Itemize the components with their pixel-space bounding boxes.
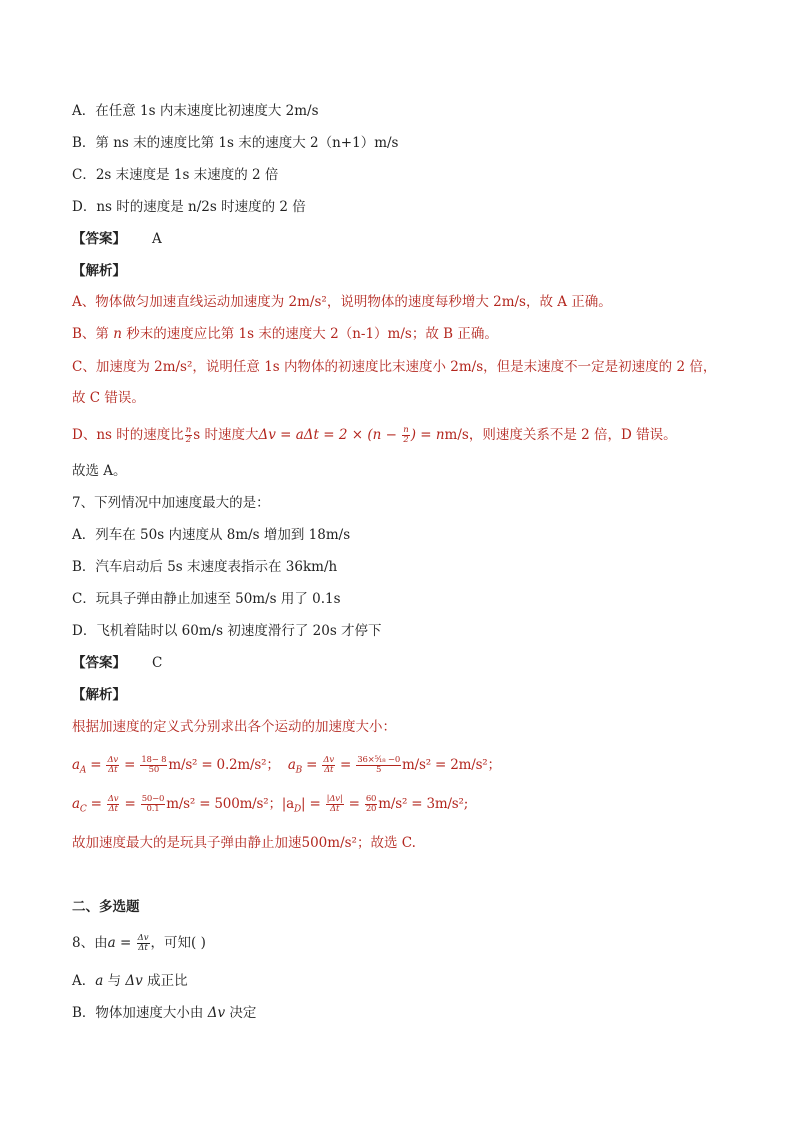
- fraction-d: $\frac{60}{20}$: [365, 794, 377, 814]
- q6-analysis-c2: 故 C 错误。: [72, 390, 145, 406]
- q6-answer-line: [72, 230, 162, 248]
- q6-option-c: C．2s 末速度是 1s 末速度的 2 倍: [72, 167, 279, 183]
- fraction-dv-dt: $\frac{\Delta v}{\Delta t}$: [137, 933, 149, 953]
- q6-analysis-tag: [72, 262, 126, 280]
- q7-analysis-intro: 根据加速度的定义式分别求出各个运动的加速度大小：: [72, 719, 396, 735]
- q7-stem: 7、下列情况中加速度最大的是：: [72, 495, 270, 511]
- analysis-d-eq: Δv = aΔt = 2 × (n −: [258, 427, 402, 443]
- fraction-dv-dt: $\frac{\Delta v}{\Delta t}$: [323, 755, 334, 775]
- fraction-n-over-2: $\frac{n}{2}$: [185, 425, 192, 445]
- fraction-dv-dt: $\frac{\Delta v}{\Delta t}$: [107, 755, 119, 775]
- q7-equation-2: $a_C$ = $\frac{\Delta v}{\Delta t}$ = $\frac{50-0}{0.1}$ m/s² = 500m/s²；$|a_D|$ = $\frac{|\Delta v|}{\Delta t}$ = $\frac{60}{20}$ m/s² = 3m/s²;: [72, 794, 469, 815]
- q6-analysis-c1: C、加速度为 2m/s²，说明任意 1s 内物体的初速度比末速度小 2m/s，但是末速度不一定是初速度的 2 倍，: [72, 359, 717, 375]
- q6-analysis-d: [72, 426, 677, 445]
- section-title: 二、多选题: [72, 899, 140, 915]
- analysis-b-post: 秒末的速度应比第 1s 末的速度大 2（n-1）m/s；故 B 正确。: [121, 326, 498, 342]
- analysis-tag: 【解析】: [72, 263, 126, 279]
- analysis-tag: 【解析】: [72, 687, 126, 703]
- q8-option-b: B．物体加速度大小由 Δv 决定: [72, 1005, 257, 1021]
- q6-conclusion: 故选 A。: [72, 463, 127, 479]
- fraction-a: $\frac{18- 8}{50}$: [141, 755, 167, 775]
- q7-answer-line: [72, 654, 162, 672]
- fraction-c: $\frac{50-0}{0.1}$: [141, 794, 165, 814]
- analysis-d-mid: s 时速度大: [193, 427, 259, 443]
- answer-value: C: [152, 655, 163, 671]
- q8-option-a: A．a 与 Δv 成正比: [72, 973, 188, 989]
- answer-tag: 【答案】: [72, 231, 126, 247]
- q7-equation-1: $a_A$ = $\frac{\Delta v}{\Delta t}$ = $\frac{18- 8}{50}$ m/s² = 0.2m/s²； $a_B$ = $\frac{\Delta v}{\Delta t}$ = $\frac{\text{36×⁵⁄₁₈ −0}}{5}$ m/s² = 2m/s²；: [72, 755, 501, 776]
- q6-option-a: A．在任意 1s 内末速度比初速度大 2m/s: [72, 103, 319, 119]
- analysis-b-n: n: [113, 326, 122, 342]
- answer-tag: 【答案】: [72, 655, 126, 671]
- q7-option-b: B．汽车启动后 5s 末速度表指示在 36km/h: [72, 559, 338, 575]
- analysis-d-eq-end: ) = n: [410, 427, 445, 443]
- analysis-d-pre: D、ns 时的速度比: [72, 427, 184, 443]
- q6-option-b: B．第 ns 末的速度比第 1s 末的速度大 2（n+1）m/s: [72, 135, 399, 151]
- fraction-abs-dv-dt: $\frac{|\Delta v|}{\Delta t}$: [326, 794, 343, 814]
- q6-option-d: D．ns 时的速度是 n/2s 时速度的 2 倍: [72, 199, 306, 215]
- fraction-n-over-2-eq: $\frac{n}{2}$: [403, 425, 409, 445]
- fraction-dv-dt: $\frac{\Delta v}{\Delta t}$: [107, 794, 119, 814]
- q8-stem: 8、由a = $\frac{\Delta v}{\Delta t}$ ，可知( ): [72, 933, 206, 953]
- q7-option-d: D．飞机着陆时以 60m/s 初速度滑行了 20s 才停下: [72, 623, 382, 639]
- q7-option-a: A．列车在 50s 内速度从 8m/s 增加到 18m/s: [72, 527, 351, 543]
- answer-value: A: [152, 231, 162, 247]
- q6-analysis-a: A、物体做匀加速直线运动加速度为 2m/s²，说明物体的速度每秒增大 2m/s，故 A 正确。: [72, 294, 612, 310]
- analysis-d-post: m/s，则速度关系不是 2 倍，D 错误。: [444, 427, 677, 443]
- analysis-b-pre: B、第: [72, 326, 114, 342]
- q7-analysis-tag: [72, 686, 126, 704]
- q6-analysis-b: [72, 325, 498, 343]
- fraction-b: $\frac{\text{36×⁵⁄₁₈ −0}}{5}$: [357, 755, 401, 775]
- q7-conclusion: 故加速度最大的是玩具子弹由静止加速500m/s²；故选 C.: [72, 835, 416, 851]
- q7-option-c: C．玩具子弹由静止加速至 50m/s 用了 0.1s: [72, 591, 341, 607]
